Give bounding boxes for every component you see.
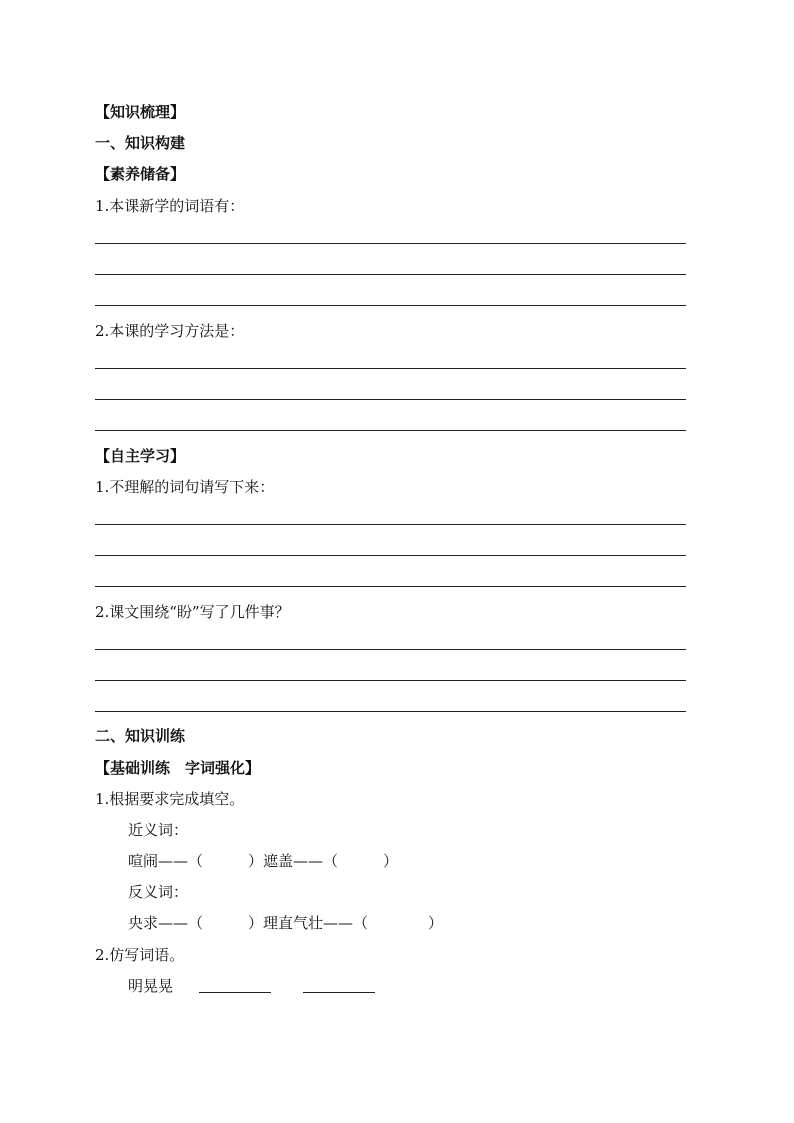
answer-line[interactable] [95,711,686,712]
part2-title: 二、知识训练 [95,727,186,745]
fill-in-question: 1.根据要求完成填空。 [95,790,245,808]
knowledge-review-heading: 【知识梳理】 [95,103,186,121]
blank-line[interactable] [199,992,271,993]
answer-line[interactable] [95,399,686,400]
answer-line[interactable] [95,524,686,525]
basic-training-heading: 【基础训练 字词强化】 [95,759,261,777]
blank-line[interactable] [303,992,375,993]
synonym-exercise[interactable]: 喧闹——（ ）遮盖——（ ） [128,852,399,870]
answer-line[interactable] [95,274,686,275]
answer-line[interactable] [95,368,686,369]
literacy-question-2: 2.本课的学习方法是： [95,322,245,340]
antonym-exercise[interactable]: 央求——（ ）理直气壮——（ ） [128,914,444,932]
literacy-question-1: 1.本课新学的词语有： [95,197,245,215]
answer-line[interactable] [95,555,686,556]
answer-line[interactable] [95,430,686,431]
antonym-label: 反义词： [128,883,189,901]
self-study-heading: 【自主学习】 [95,447,186,465]
answer-line[interactable] [95,680,686,681]
imitate-words-question: 2.仿写词语。 [95,946,185,964]
self-study-question-2: 2.课文围绕“盼”写了几件事？ [95,603,290,621]
example-word: 明晃晃 [128,977,174,995]
self-study-question-1: 1.不理解的词句请写下来： [95,478,275,496]
answer-line[interactable] [95,305,686,306]
answer-line[interactable] [95,649,686,650]
answer-line[interactable] [95,586,686,587]
synonym-label: 近义词： [128,821,189,839]
part1-title: 一、知识构建 [95,134,186,152]
literacy-heading: 【素养储备】 [95,165,186,183]
answer-line[interactable] [95,243,686,244]
